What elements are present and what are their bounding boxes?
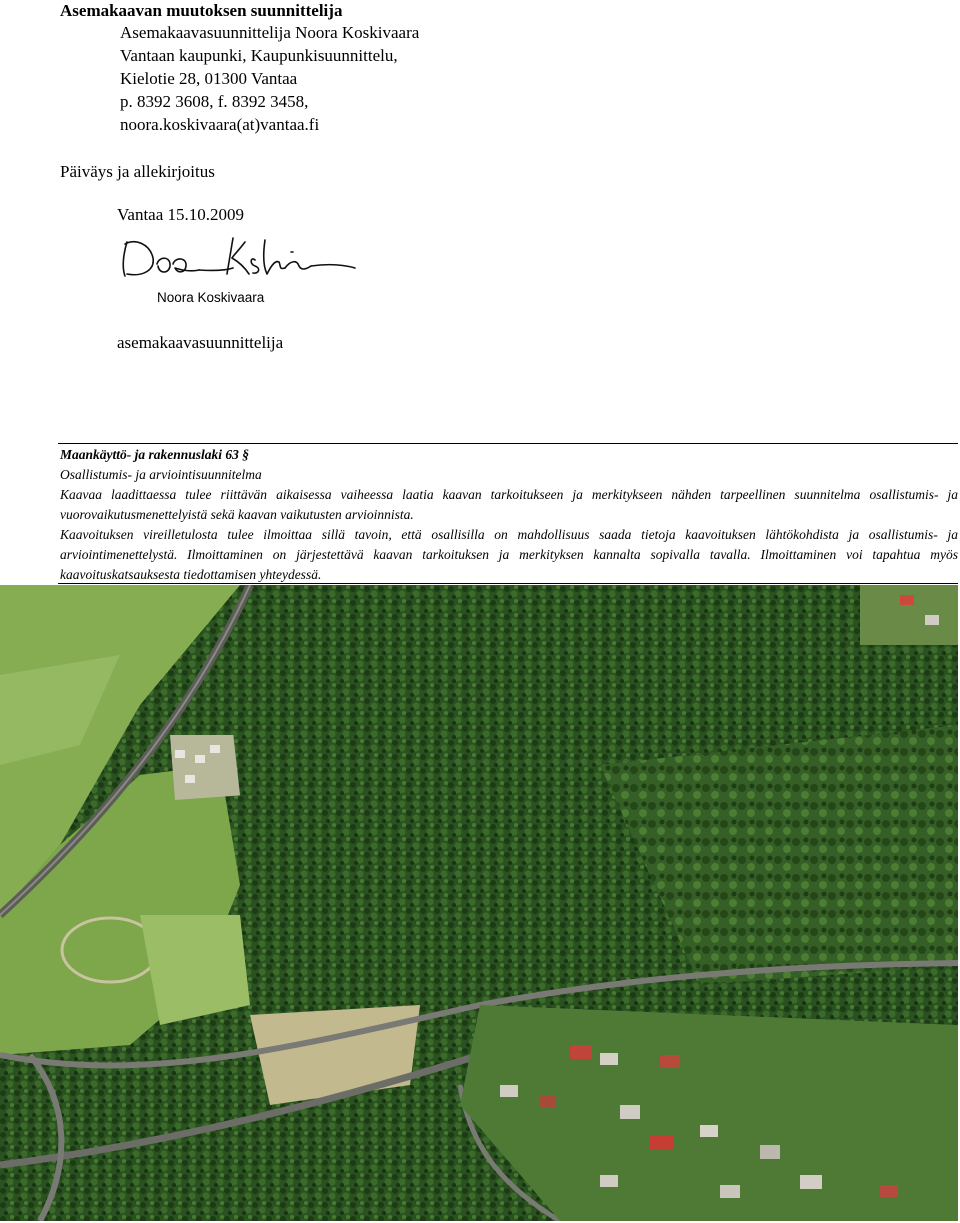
contact-phone: p. 8392 3608, f. 8392 3458, — [120, 92, 309, 111]
aerial-photo — [0, 585, 958, 1221]
handwritten-signature — [115, 230, 360, 285]
law-subtitle: Osallistumis- ja arviointisuunnitelma — [60, 467, 262, 482]
law-box — [60, 445, 958, 585]
place-date: Vantaa 15.10.2009 — [117, 205, 245, 224]
contact-name: Asemakaavasuunnittelija Noora Koskivaara — [120, 23, 420, 42]
contact-heading: Asemakaavan muutoksen suunnittelija — [60, 1, 343, 20]
signing-label: Päiväys ja allekirjoitus — [60, 162, 215, 181]
signer-title: asemakaavasuunnittelija — [117, 333, 284, 352]
aerial-photo-illustration — [0, 585, 958, 1221]
law-box-bottom-rule — [58, 583, 958, 584]
contact-street: Kielotie 28, 01300 Vantaa — [120, 69, 298, 88]
law-paragraph-1: Kaavaa laadittaessa tulee riittävän aikaisessa vaiheessa laatia kaavan tarkoitukseen ja merkitykseen nähden tarpeellinen suunnitelma osallistumis- ja vuorovaikutusmenettelyistä sekä kaavan vaikutusten arvioinnista. — [60, 487, 958, 522]
law-title: Maankäyttö- ja rakennuslaki 63 § — [60, 447, 250, 462]
contact-organization: Vantaan kaupunki, Kaupunkisuunnittelu, — [120, 46, 398, 65]
signer-name: Noora Koskivaara — [157, 290, 265, 305]
law-paragraph-2: Kaavoituksen vireilletulosta tulee ilmoittaa sillä tavoin, että osallisilla on mahdollisuus saada tietoja kaavoituksen lähtökohdista ja osallistumis- ja arviointimenettelystä. Ilmoittaminen on järjestettävä kaavan tarkoituksen ja merkityksen kannalta sopivalla tavalla. Ilmoittaminen voi tapahtua myös kaavoituskatsauksesta tiedottamisen yhteydessä. — [60, 527, 958, 582]
law-box-top-rule — [58, 443, 958, 444]
contact-email: noora.koskivaara(at)vantaa.fi — [120, 115, 320, 134]
contact-address-block — [120, 21, 419, 136]
